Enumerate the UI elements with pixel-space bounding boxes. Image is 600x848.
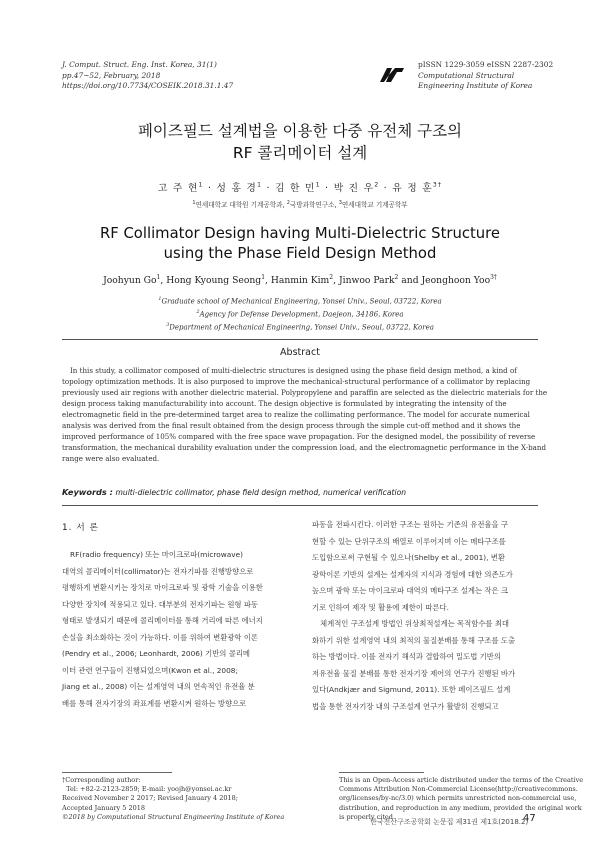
divider — [62, 505, 538, 506]
footnote-line: †Corresponding author: — [62, 776, 141, 784]
author-affil-mark: 3† — [432, 181, 443, 189]
author-name: 성 홍 경 — [216, 183, 258, 194]
body-line: 법을 통한 전자기장 내의 구조설계 연구가 활발히 진행되고 — [312, 702, 499, 712]
body-line: 현할 수 있는 단위구조의 배열로 이루어지며 이는 메타구조를 — [312, 536, 506, 546]
body-line: 높으며 광학 또는 마이크로파 대역의 메타구조 설계는 작은 크 — [312, 586, 509, 596]
footnote-line: Accepted January 5 2018 — [62, 803, 145, 812]
abstract-line: design process taking manufacturability into account. The design objective is formulated by integrating the intensity of the — [62, 399, 507, 409]
author-name: 김 한 민 — [275, 183, 316, 194]
journal-name-line: Engineering Institute of Korea — [418, 81, 533, 90]
author-affil-mark: 1 — [198, 181, 204, 189]
body-line: 체계적인 구조설계 방법인 위상최적설계는 목적함수를 최대 — [320, 619, 510, 629]
author-affil-mark: 1 — [156, 274, 161, 281]
body-line: 하는 방법이다. 이를 전자기 해석과 결합하여 밀도법 기반의 — [312, 652, 501, 662]
english-affiliations — [0, 294, 600, 332]
english-title — [0, 224, 600, 264]
abstract-body — [62, 365, 548, 464]
journal-name-line: Computational Structural — [418, 70, 515, 80]
body-line: 평행하게 변환시키는 장치로 마이크로파 및 광학 기술을 이용한 — [62, 583, 263, 593]
body-line: 광학이론 기반의 설계는 설계자의 지식과 경험에 대한 의존도가 — [312, 569, 513, 579]
author-name: Jinwoo Park — [338, 275, 395, 287]
body-line: 있다(Andkjær and Sigmund, 2011). 또한 페이즈필드 설계 — [312, 685, 511, 695]
footnote-line: Tel: +82-2-2123-2859; E-mail: yoojh@yonsei.ac.kr — [62, 785, 232, 794]
korean-title — [0, 121, 600, 164]
affil-line — [0, 320, 600, 333]
footnote-license — [339, 776, 583, 822]
author-name: Hong Kyoung Seong — [166, 275, 262, 287]
abstract-line: electromagnetic field in the pre-determined target area to realize the collimating performance. The model for accurate numerical — [62, 410, 530, 420]
body-left-column — [62, 547, 294, 712]
author-affil-mark: 1 — [257, 181, 263, 189]
footnote-line: Commons Attribution Non-Commercial License(http://creativecommons. — [339, 785, 578, 794]
author-affil-mark: 1 — [261, 274, 266, 281]
abstract-line: In this study, a collimator composed of multi-dielectric structures is designed using the phase field design method, a kind of — [70, 366, 517, 375]
body-line: Jiang et al., 2008) 이는 설계영역 내의 연속적인 유전율 분 — [62, 682, 255, 692]
page-number: 47 — [523, 813, 536, 824]
abstract-line: range were also evaluated. — [62, 454, 160, 464]
footnote-line: is properly cited. — [339, 812, 395, 821]
footnote-line: ©2018 by Computational Structural Engineering Institute of Korea — [62, 812, 285, 821]
korean-affiliations — [0, 199, 600, 209]
footnote-divider — [62, 772, 172, 773]
author-name: 박 진 우 — [333, 183, 375, 194]
affil-text: Department of Mechanical Engineering, Yonsei Univ., Seoul, 03722, Korea — [169, 322, 434, 331]
journal-logo-icon — [378, 64, 406, 84]
and-word: and — [401, 275, 419, 287]
affil-line — [0, 294, 600, 307]
body-line: 저유전율 물질 분배를 통한 전자기장 제어의 연구가 진행된 바가 — [312, 668, 516, 678]
abstract-line: improved performance of 105% compared with the free space wave propagation. For the designed model, the possibility of reverse — [62, 432, 536, 442]
author-name: 유 정 훈 — [392, 183, 433, 194]
affil-text: 국방과학연구소, — [289, 201, 337, 209]
author-affil-mark: 2 — [374, 181, 380, 189]
affil-mark: 3 — [166, 321, 170, 328]
affil-text: Agency for Defense Development, Daejeon, 34186, Korea — [199, 310, 404, 319]
footnote-line: This is an Open-Access article distributed under the terms of the Creative — [339, 776, 584, 784]
abstract-line: previously used air regions with another dielectric material. Polypropylene and paraffin are selected as the dielectric materials for the — [62, 388, 548, 398]
english-title-line: using the Phase Field Design Method — [163, 245, 437, 262]
author-affil-mark: 1 — [315, 181, 321, 189]
author-affil-mark: 2 — [394, 274, 399, 281]
body-line: RF(radio frequency) 또는 마이크로파(microwave) — [70, 550, 243, 559]
affil-mark: 1 — [158, 296, 162, 302]
korean-title-line: RF 콜리메이터 설계 — [232, 143, 368, 162]
affil-mark: 3 — [338, 199, 342, 206]
author-name: Jeonghoon Yoo — [421, 275, 491, 287]
footnote-line: org/licenses/by-nc/3.0) which permits unrestricted non-commercial use, — [339, 794, 577, 803]
affil-mark: 2 — [286, 199, 290, 206]
doi-link[interactable]: https://doi.org/10.7734/COSEIK.2018.31.1.47 — [62, 81, 234, 90]
author-affil-mark: 3† — [490, 274, 497, 281]
abstract-line: transformation, the mechanical durability evaluation under the compression load, and the electromagnetic performance in the X-band — [62, 443, 547, 453]
body-right-column — [312, 517, 544, 716]
affil-text: 연세대학교 대학원 기계공학과, — [195, 201, 285, 209]
footnote-correspondence — [62, 776, 284, 822]
journal-issn-block — [418, 60, 553, 92]
body-line: 도입함으로써 구현될 수 있으나(Shelby et al., 2001), 변환 — [312, 553, 505, 563]
english-authors: Joohyun Go$^1$, Hong Kyoung Seong$^1$, Hanmin Kim$^2$, Jinwoo Park$^2$ and Jeonghoon Yoo$^{3\dagger}$ — [103, 274, 497, 287]
author-name: Joohyun Go — [103, 275, 157, 287]
journal-citation — [62, 60, 233, 92]
korean-authors: 고 주 현$^1$ · 성 홍 경$^1$ · 김 한 민$^1$ · 박 진 우$^2$ · 유 정 훈$^{3\dagger}$ — [157, 181, 443, 194]
affil-text: Graduate school of Mechanical Engineering, Yonsei Univ., Seoul, 03722, Korea — [161, 297, 442, 306]
body-line: (Pendry et al., 2006; Leonhardt, 2006) 기반의 콜리메 — [62, 649, 251, 659]
body-line: 배를 통해 전자기장의 좌표계를 변환시켜 원하는 방향으로 — [62, 698, 247, 708]
body-line: 대역의 콜리메이터(collimator)는 전자기파를 진행방향으로 — [62, 566, 254, 576]
author-name: 고 주 현 — [157, 183, 199, 194]
korean-title-line: 페이즈필드 설계법을 이용한 다중 유전체 구조의 — [137, 122, 463, 140]
affil-mark: 2 — [196, 308, 200, 315]
issn: pISSN 1229-3059 eISSN 2287-2302 — [418, 60, 554, 69]
footer-journal: 한국전산구조공학회 논문집 제31권 제1호(2018.2) — [370, 818, 529, 826]
body-line: 손실을 최소화하는 것이 가능하다. 이를 위하여 변환광학 이론 — [62, 632, 259, 642]
body-line: 화하기 위한 설계영역 내의 최적의 물질분배를 통해 구조를 도출 — [312, 635, 516, 645]
abstract-line: analysis was derived from the final result obtained from the design process through the simple cut-off method and it shows the — [62, 421, 521, 431]
affil-line — [0, 307, 600, 320]
keywords-label: Keywords : — [62, 487, 113, 497]
affil-text: 연세대학교 기계공학부 — [341, 201, 408, 209]
body-line: 기로 인하여 제작 및 활용에 제한이 따른다. — [312, 602, 449, 612]
author-name: Hanmin Kim — [270, 275, 330, 287]
body-line: 파동을 전파시킨다. 이러한 구조는 원하는 기존의 유전율을 구 — [312, 520, 509, 529]
abstract-heading: Abstract — [280, 347, 320, 358]
english-title-line: RF Collimator Design having Multi-Dielectric Structure — [99, 225, 501, 242]
body-line: 이터 관련 연구들이 진행되었으며(Kwon et al., 2008; — [62, 665, 238, 675]
abstract-line: topology optimization methods. It is also purposed to improve the mechanical-structural performance of a collimator by replacing — [62, 377, 531, 387]
keywords — [62, 487, 538, 497]
footnote-line: Received November 2 2017; Revised January 4 2018; — [62, 794, 238, 803]
author-affil-mark: 2 — [329, 274, 334, 281]
footnote-line: distribution, and reproduction in any medium, provided the original work — [339, 803, 582, 812]
body-line: 형태로 발생되기 때문에 콜리메이터를 통해 거리에 따른 에너지 — [62, 616, 263, 626]
citation-line: pp.47~52, February, 2018 — [62, 70, 161, 80]
affil-mark: 1 — [192, 199, 196, 206]
footnote-divider — [339, 772, 424, 773]
keywords-text: multi-dielectric collimator, phase field design method, numerical verification — [115, 488, 407, 497]
body-line: 다양한 장치에 적용되고 있다. 대부분의 전자기파는 원형 파동 — [62, 599, 259, 609]
citation-line: J. Comput. Struct. Eng. Inst. Korea, 31(1) — [62, 60, 217, 69]
section-heading: 1. 서 론 — [62, 523, 99, 533]
divider — [62, 339, 538, 340]
